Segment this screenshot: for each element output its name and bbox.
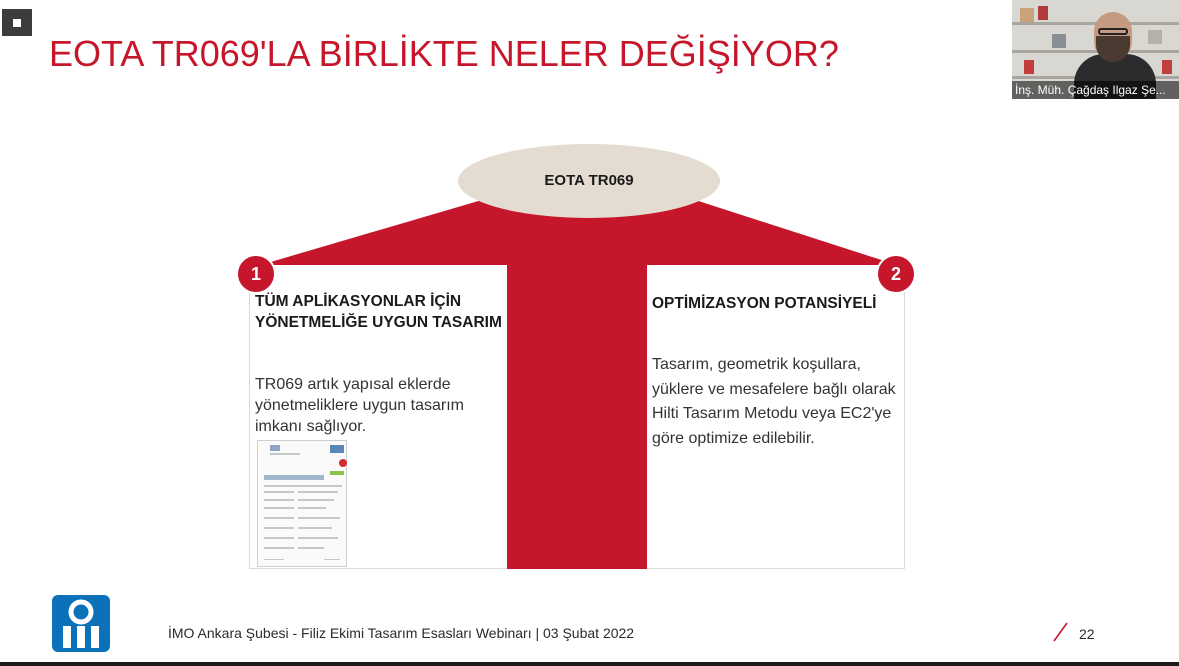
red-stem-shape: [507, 262, 647, 569]
participant-video-tile[interactable]: [1012, 0, 1179, 99]
page-number: 22: [1079, 626, 1095, 642]
stop-share-button[interactable]: [2, 9, 32, 36]
slash-divider-icon: [1052, 621, 1070, 643]
stop-icon: [13, 19, 21, 27]
card-regulation-compliant-design: [249, 265, 507, 569]
step-number-badge: 1: [236, 254, 276, 294]
card-optimization-potential: [647, 265, 905, 569]
card-body-text: TR069 artık yapısal eklerde yönetmeliklere uygun tasarım imkanı sağlıyor.: [255, 376, 464, 435]
document-thumbnail: [257, 440, 347, 567]
imo-logo-icon: [52, 595, 110, 652]
slide-footer: İMO Ankara Şubesi - Filiz Ekimi Tasarım Esasları Webinarı | 03 Şubat 2022: [168, 625, 635, 641]
slide-title: EOTA TR069'LA BİRLİKTE NELER DEĞİŞİYOR?: [49, 33, 839, 74]
center-label: EOTA TR069: [544, 172, 634, 189]
step-number-badge: 2: [876, 254, 916, 294]
card-heading: OPTİMİZASYON POTANSİYELİ: [652, 295, 877, 312]
card-body-text: Tasarım, geometrik koşullara, yüklere ve mesafelere bağlı olarak Hilti Tasarım Metodu veya EC2'ye göre optimize edilebilir.: [652, 356, 896, 447]
card-heading: TÜM APLİKASYONLAR İÇİN YÖNETMELİĞE UYGUN TASARIM: [255, 293, 502, 331]
participant-name: İnş. Müh. Çağdaş Ilgaz Şe...: [1012, 81, 1179, 99]
glasses-icon: [1098, 28, 1128, 35]
